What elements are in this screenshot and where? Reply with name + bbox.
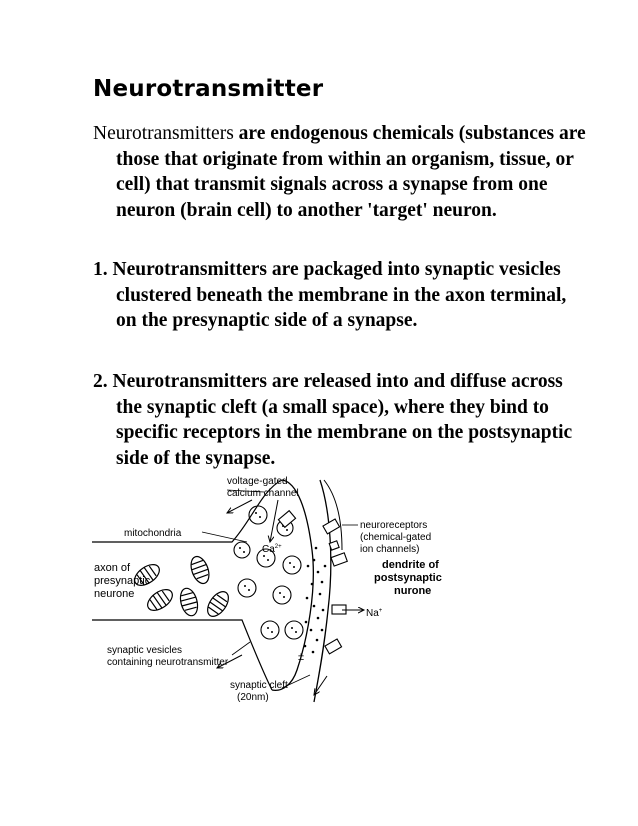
dendrite-label-1: dendrite of	[382, 559, 439, 571]
synapse-diagram	[92, 470, 552, 710]
dendrite-label-3: nurone	[394, 585, 432, 597]
neuroreceptors-label-1: neuroreceptors	[360, 520, 428, 531]
definition-text: are endogenous chemicals (substances are those that originate from within an organism, tissue, or cell) that transmit signals across a synapse from one neuron (brain cell) to another 'target' neuron.	[116, 123, 586, 221]
definition-term: Neurotransmitters	[93, 123, 234, 144]
vesicles-label-2: containing neurotransmitter	[107, 657, 229, 668]
neuroreceptors-label-3: ion channels)	[360, 544, 420, 555]
vesicle-contents	[239, 512, 297, 633]
cleft-label-2: (20nm)	[237, 692, 269, 703]
mitochondria-label: mitochondria	[124, 528, 182, 539]
postsynaptic-outer-edge	[324, 480, 342, 550]
page-title: Neurotransmitter	[93, 76, 324, 102]
voltage-gated-label-1: voltage-gated	[227, 476, 288, 487]
calcium-ion-label: $Ca^{2+}$	[262, 544, 282, 555]
point-1	[93, 257, 586, 334]
dendrite-label-2: postsynaptic	[374, 572, 442, 584]
sodium-ion-label: Na+	[366, 608, 383, 619]
cleft-label-1: synaptic cleft	[230, 680, 288, 691]
point-2	[93, 369, 586, 471]
postsynaptic-membrane	[314, 480, 331, 702]
vesicles-label-1: synaptic vesicles	[107, 645, 183, 656]
point-1-text: 1. Neurotransmitters are packaged into synaptic vesicles clustered beneath the membrane in the axon terminal, on the presynaptic side of a synapse.	[93, 259, 567, 331]
point-2-text: 2. Neurotransmitters are released into and diffuse across the synaptic cleft (a small space), where they bind to specific receptors in the membrane on the postsynaptic side of the synapse.	[93, 371, 573, 469]
mitochondria-shapes	[131, 554, 233, 620]
neuroreceptors-label-2: (chemical-gated	[360, 532, 432, 543]
cleft-neurotransmitter-dots	[304, 547, 327, 654]
axon-label-3: neurone	[94, 588, 135, 600]
voltage-gated-label-2: calcium channel	[227, 488, 299, 499]
presynaptic-membrane	[272, 480, 313, 690]
axon-label-2: presynaptic	[94, 575, 151, 587]
axon-label-1: axon of	[94, 562, 131, 574]
plus-minus-label: ±	[298, 651, 305, 663]
definition-paragraph	[93, 121, 586, 223]
